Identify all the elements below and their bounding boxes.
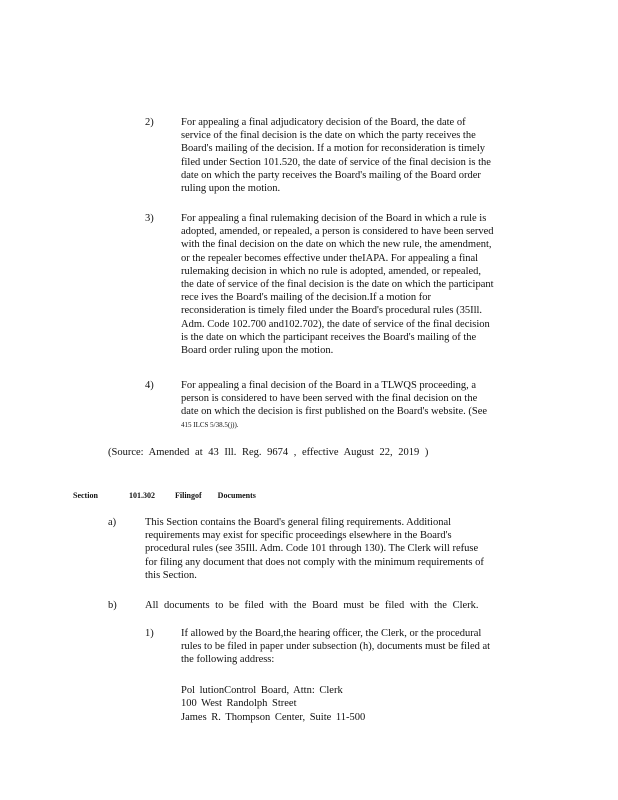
b1-paragraph xyxy=(181,627,535,667)
text-line: rece ives the Board's mailing of the decision.If a motion for xyxy=(181,292,432,304)
text-line: date on which the party receives the Board's mailing of the Board order xyxy=(181,169,481,181)
address-line: 100 West Randolph Street xyxy=(181,698,297,710)
text-line: requirements may exist for specific proceedings elsewhere in the Board's xyxy=(145,530,452,542)
text-line: Board's mailing of the decision. If a motion for reconsideration is timely xyxy=(181,143,485,155)
subsection-number: b) xyxy=(108,600,117,611)
subsection-number: a) xyxy=(108,517,117,528)
text-line: For appealing a final decision of the Board in a TLWQS proceeding, a xyxy=(181,380,476,391)
text-line: filed under Section 101.520, the date of service of the final decision is the xyxy=(181,156,491,168)
text-line: This Section contains the Board's general filing requirements. Additional xyxy=(145,517,452,528)
item-4-paragraph xyxy=(181,379,535,432)
section-heading xyxy=(73,491,256,500)
item-3-paragraph xyxy=(181,212,535,357)
address-block xyxy=(181,684,365,724)
text-line: this Section. xyxy=(145,569,197,581)
address-line: James R. Thompson Center, Suite 11-500 xyxy=(181,711,366,723)
subsection-b-paragraph xyxy=(145,599,533,612)
item-number: 2) xyxy=(145,117,154,128)
source-note: (Source: Amended at 43 Ill. Reg. 9674 , effective August 22, 2019 ) xyxy=(108,447,429,458)
section-label: Section xyxy=(73,491,98,500)
text-line: service of the final decision is the date on which the party receives the xyxy=(181,130,476,142)
section-number: 101.302 xyxy=(129,491,155,500)
item-number: 3) xyxy=(145,213,154,224)
text-line: Adm. Code 102.700 and102.702), the date of service of the final decision xyxy=(181,318,490,330)
text-line: for filing any document that does not comply with the minimum requirements of xyxy=(145,556,484,568)
text-line: For appealing a final adjudicatory decision of the Board, the date of xyxy=(181,117,466,128)
text-line: If allowed by the Board,the hearing officer, the Clerk, or the procedural xyxy=(181,628,482,639)
subsection-a-paragraph xyxy=(145,516,533,582)
text-line: Board order ruling upon the motion. xyxy=(181,345,334,357)
text-line: procedural rules (see 35Ill. Adm. Code 101 through 130). The Clerk will refuse xyxy=(145,543,479,555)
item-number: 1) xyxy=(145,628,154,639)
address-line: Pol lutionControl Board, Attn: Clerk xyxy=(181,685,343,696)
text-line: is the date on which the participant receives the Board's mailing of the xyxy=(181,331,477,343)
text-line: the following address: xyxy=(181,654,275,666)
item-number: 4) xyxy=(145,380,154,391)
text-line: with the final decision on the date on which the new rule, the amendment, xyxy=(181,239,492,251)
section-title: Filingof Documents xyxy=(175,491,256,500)
text-line: adopted, amended, or repealed, a person is considered to have been served xyxy=(181,226,494,238)
text-line: reconsideration is timely filed under the Board's procedural rules (35Ill. xyxy=(181,305,483,317)
text-line: or the repealer becomes effective under theIAPA. For appealing a final xyxy=(181,252,479,264)
text-line: date on which the decision is first published on the Board's website. (See xyxy=(181,406,488,418)
item-2-paragraph xyxy=(181,116,535,195)
text-line-citation: 415 ILCS 5/38.5(j)). xyxy=(181,420,239,429)
text-line: the date of service of the final decision is the date on which the participant xyxy=(181,279,494,291)
text-line: All documents to be filed with the Board must be filed with the Clerk. xyxy=(145,600,479,611)
text-line: ruling upon the motion. xyxy=(181,183,281,195)
text-line: person is considered to have been served with the final decision on the xyxy=(181,393,478,405)
text-line: rules to be filed in paper under subsection (h), documents must be filed at xyxy=(181,641,491,653)
text-line: For appealing a final rulemaking decision of the Board in which a rule is xyxy=(181,213,487,224)
text-line: rulemaking decision in which no rule is adopted, amended, or repealed, xyxy=(181,265,482,277)
